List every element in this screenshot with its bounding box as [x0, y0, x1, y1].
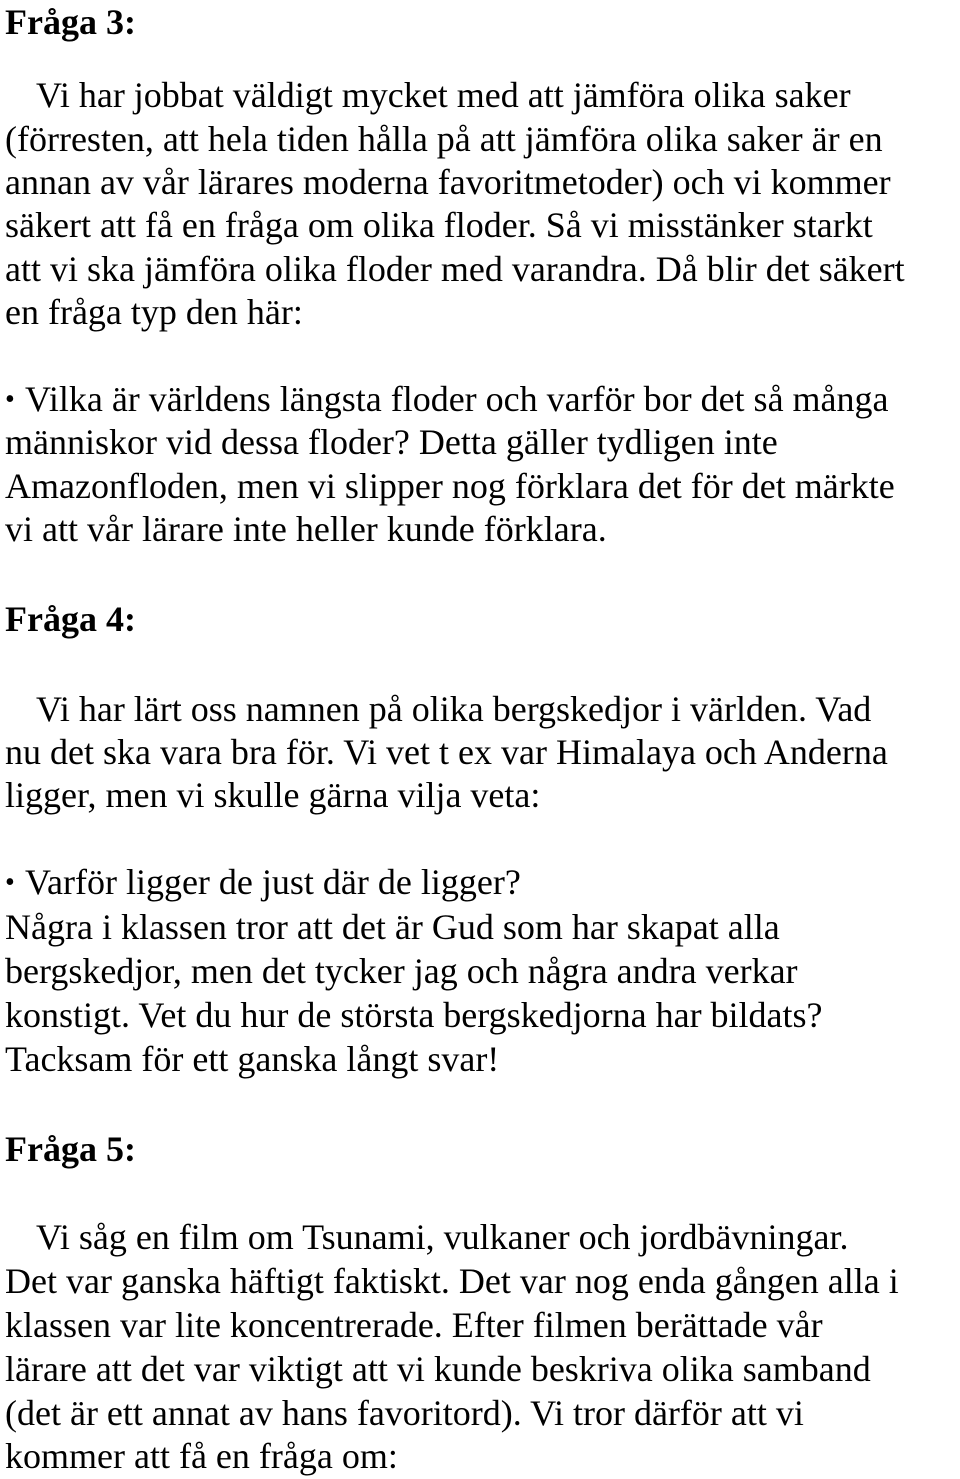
- q3-bullet-text: Vilka är världens längsta floder och varför bor det så många: [25, 379, 889, 419]
- question-4-heading: Fråga 4:: [5, 599, 136, 639]
- q3-text-line: människor vid dessa floder? Detta gäller tydligen inte: [5, 422, 778, 462]
- q3-text-line: annan av vår lärares moderna favoritmetoder) och vi kommer: [5, 162, 891, 202]
- q3-text-line: (förresten, att hela tiden hålla på att jämföra olika saker är en: [5, 119, 883, 159]
- q3-text-line: säkert att få en fråga om olika floder. Så vi misstänker starkt: [5, 205, 873, 245]
- q4-text-line: nu det ska vara bra för. Vi vet t ex var Himalaya och Anderna: [5, 732, 888, 772]
- q5-text-line: klassen var lite koncentrerade. Efter filmen berättade vår: [5, 1305, 823, 1345]
- q5-text-line: lärare att det var viktigt att vi kunde beskriva olika samband: [5, 1349, 871, 1389]
- bullet-icon: •: [5, 384, 15, 415]
- q3-text-line: att vi ska jämföra olika floder med varandra. Då blir det säkert: [5, 249, 905, 289]
- q3-bullet-item: [5, 377, 889, 422]
- q3-text-line: Amazonfloden, men vi slipper nog förklara det för det märkte: [5, 466, 895, 506]
- q4-text-line: bergskedjor, men det tycker jag och några andra verkar: [5, 951, 798, 991]
- q5-text-line: (det är ett annat av hans favoritord). Vi tror därför att vi: [5, 1393, 804, 1433]
- q5-text-line: Vi såg en film om Tsunami, vulkaner och jordbävningar.: [36, 1217, 849, 1257]
- q4-text-line: Tacksam för ett ganska långt svar!: [5, 1039, 500, 1079]
- q4-text-line: Vi har lärt oss namnen på olika bergskedjor i världen. Vad: [36, 689, 872, 729]
- q4-bullet-item: [5, 860, 521, 905]
- q3-text-line: vi att vår lärare inte heller kunde förklara.: [5, 509, 607, 549]
- q4-text-line: Några i klassen tror att det är Gud som har skapat alla: [5, 907, 780, 947]
- q5-text-line: Det var ganska häftigt faktiskt. Det var nog enda gången alla i: [5, 1261, 899, 1301]
- q4-bullet-text: Varför ligger de just där de ligger?: [25, 862, 521, 902]
- question-5-heading: Fråga 5:: [5, 1129, 136, 1169]
- question-3-heading: Fråga 3:: [5, 2, 136, 42]
- q5-text-line: kommer att få en fråga om:: [5, 1436, 398, 1476]
- bullet-icon: •: [5, 867, 15, 898]
- q3-text-line: en fråga typ den här:: [5, 292, 303, 332]
- q3-text-line: Vi har jobbat väldigt mycket med att jämföra olika saker: [36, 75, 851, 115]
- q4-text-line: ligger, men vi skulle gärna vilja veta:: [5, 775, 541, 815]
- q4-text-line: konstigt. Vet du hur de största bergskedjorna har bildats?: [5, 995, 823, 1035]
